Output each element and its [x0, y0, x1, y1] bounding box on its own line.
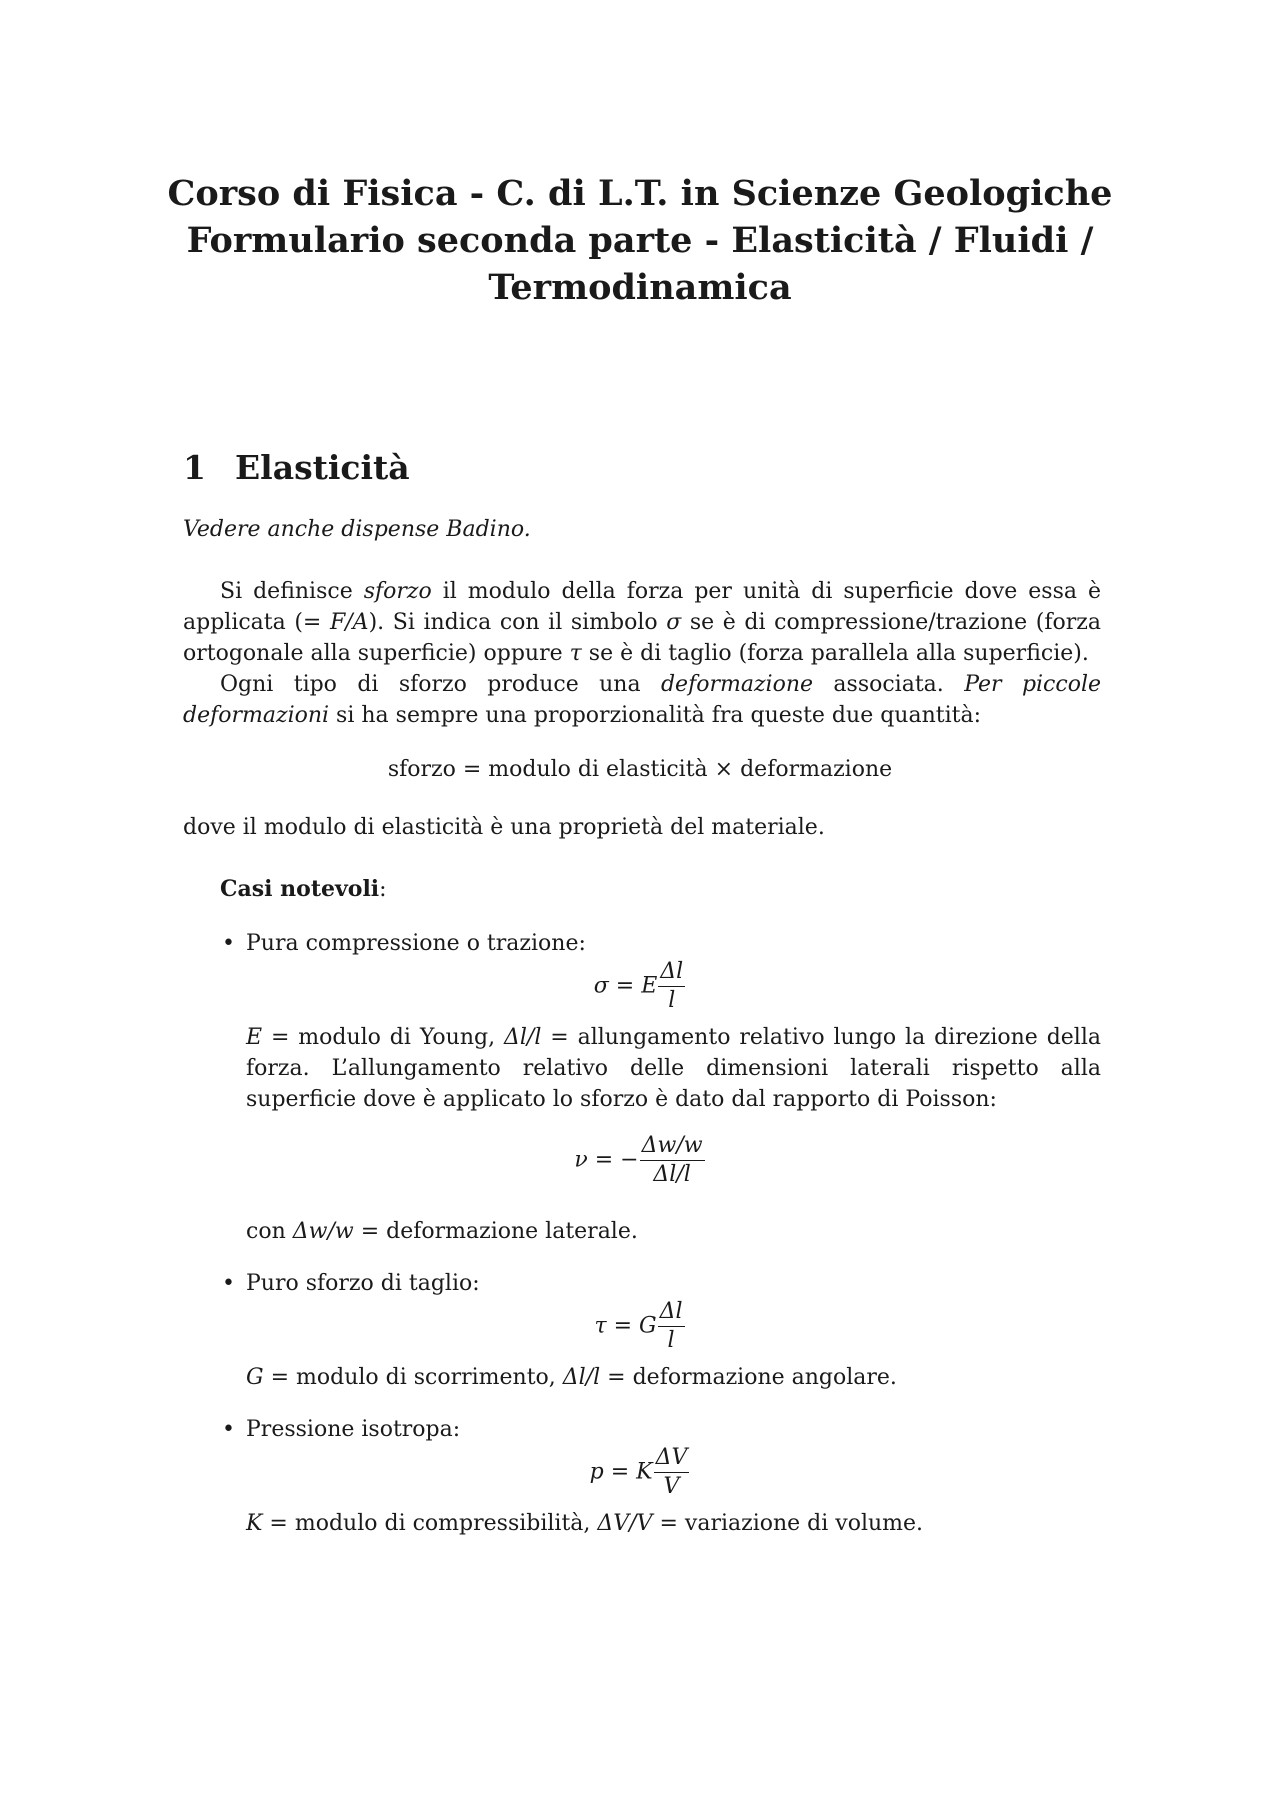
item1-description: E = modulo di Young, Δl/l = allungamento relativo lungo la direzione della forza. L’allungamento relativo delle dimensioni laterali rispetto alla superficie dove è applicato lo sforzo è dato dal rapporto di Poisson: — [246, 1025, 1101, 1112]
young-equation: σ = E $\frac{\Delta l}{l}$ — [593, 959, 684, 1013]
item3-label: Pressione isotropa: — [246, 1417, 461, 1442]
intro-paragraphs — [183, 576, 1101, 731]
title-line-2: Formulario seconda parte - Elasticità / Fluidi / — [186, 220, 1094, 261]
cases-label: Casi notevoli: — [220, 876, 387, 902]
section-number: 1 — [183, 448, 206, 487]
note-text: Vedere anche dispense Badino. — [183, 517, 531, 542]
shear-equation: τ = G $\frac{\Delta l}{l}$ — [594, 1299, 683, 1353]
section-title: Elasticità — [235, 448, 410, 487]
display-equation: sforzo = modulo di elasticità × deformazione — [387, 757, 893, 782]
paragraph-stress-definition: Si definisce sforzo il modulo della forza per unità di superficie dove essa è applicata (= F/A). Si indica con il simbolo σ se è di compressione/trazione (forza ortogonale alla superficie) oppure τ se è di taglio (forza parallela alla superficie). — [183, 579, 1101, 666]
poisson-equation: ν = − $\frac{\Delta w/w}{\Delta l/l}$ — [574, 1133, 703, 1187]
item3-description: K = modulo di compressibilità, ΔV/V = variazione di volume. — [246, 1511, 924, 1536]
section-heading — [183, 448, 410, 488]
bullet-icon: • — [222, 931, 235, 956]
item2-description: G = modulo di scorrimento, Δl/l = deformazione angolare. — [246, 1365, 897, 1390]
title-line-1: Corso di Fisica - C. di L.T. in Scienze Geologiche — [167, 173, 1113, 214]
document-title — [0, 170, 1280, 311]
isotropic-equation: p = K $\frac{\Delta V}{V}$ — [589, 1445, 688, 1499]
bullet-icon: • — [222, 1271, 235, 1296]
paragraph-deformation: Ogni tipo di sforzo produce una deformazione associata. Per piccole deformazioni si ha sempre una proporzionalità fra queste due quantità: — [183, 672, 1101, 728]
item2-label: Puro sforzo di taglio: — [246, 1271, 480, 1296]
bullet-icon: • — [222, 1417, 235, 1442]
item1-lateral: con Δw/w = deformazione laterale. — [246, 1219, 638, 1244]
title-line-3: Termodinamica — [488, 267, 792, 308]
item1-label: Pura compressione o trazione: — [246, 931, 586, 956]
material-property-text: dove il modulo di elasticità è una proprietà del materiale. — [183, 815, 825, 840]
